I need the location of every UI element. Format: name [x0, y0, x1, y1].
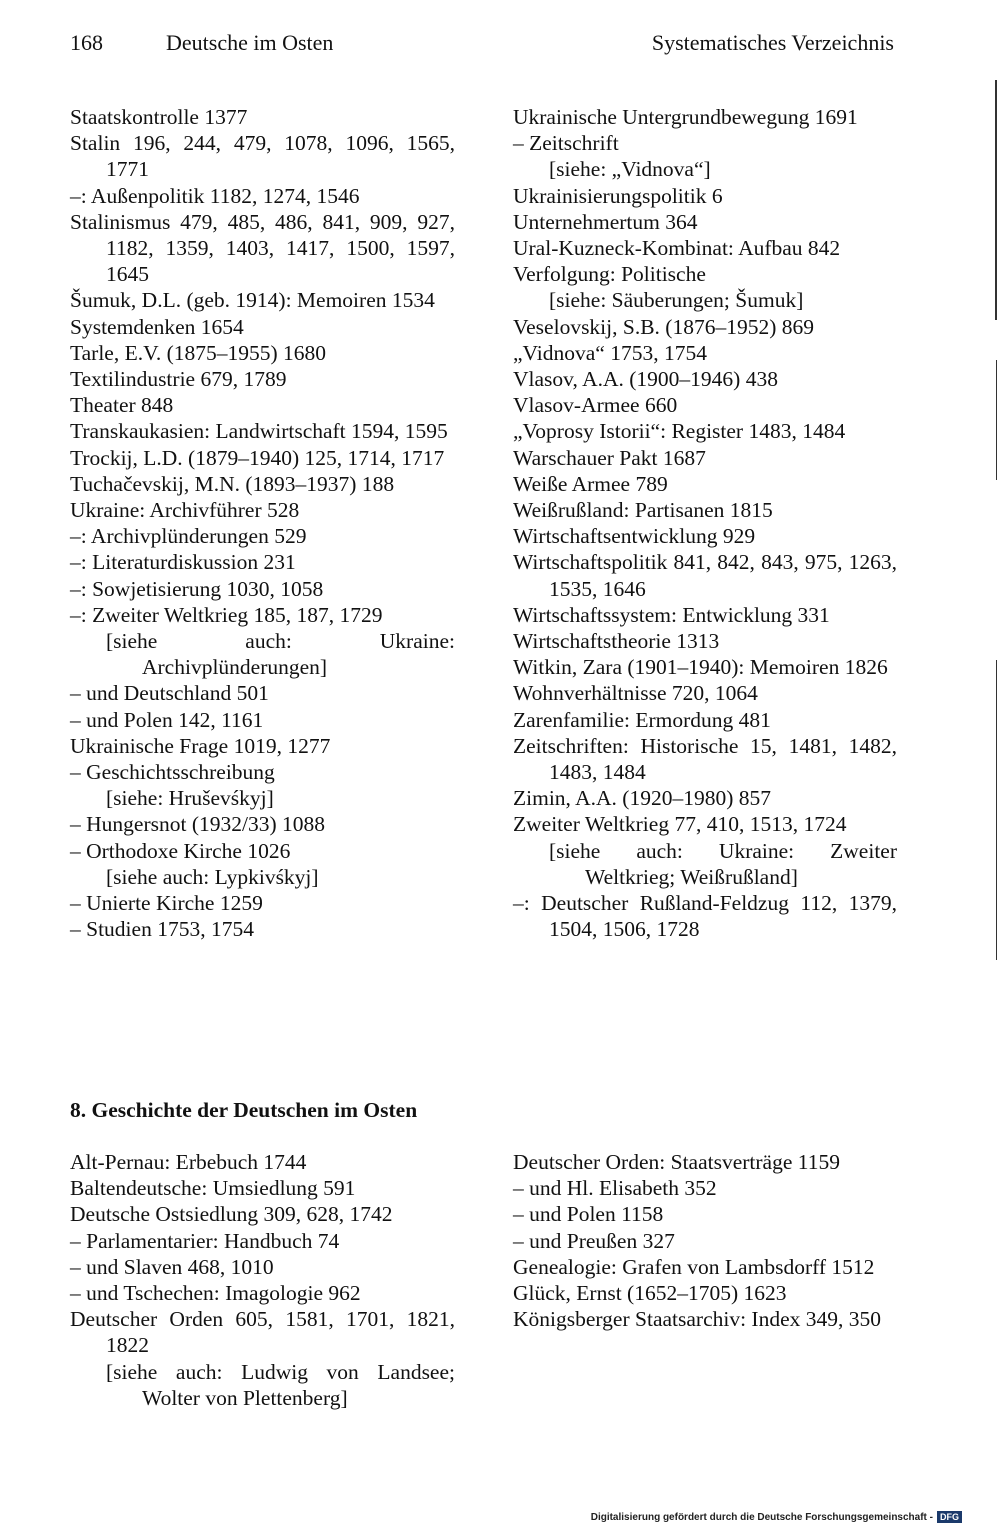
index-entry: Trockij, L.D. (1879–1940) 125, 1714, 1717 [70, 445, 445, 470]
footer-text: Digitalisierung gefördert durch die Deutsche Forschungsgemeinschaft - [590, 1511, 933, 1523]
index-entry: Transkaukasien: Landwirtschaft 1594, 1595 [70, 419, 448, 444]
index-entry: Wohnverhältnisse 720, 1064 [513, 681, 758, 706]
index-entry: Vlasov-Armee 660 [513, 393, 678, 418]
index-entry: Baltendeutsche: Umsiedlung 591 [70, 1176, 356, 1201]
index-entry: Ukrainische Frage 1019, 1277 [70, 733, 331, 758]
index-entry: Wirtschaftsentwicklung 929 [513, 524, 756, 549]
index-entry: Ukrainische Untergrundbewegung 1691 [513, 105, 858, 129]
scan-edge-mark [996, 660, 997, 960]
index-entry: Zweiter Weltkrieg 77, 410, 1513, 1724 [513, 812, 847, 837]
index-entry: Witkin, Zara (1901–1940): Memoiren 1826 [513, 655, 888, 680]
index-cross-reference: [siehe: „Vidnova“] [549, 157, 711, 182]
index-entry: Weiße Armee 789 [513, 471, 668, 496]
index-column-right [513, 104, 897, 943]
index-entry: – und Deutschland 501 [70, 681, 269, 706]
index-entry: – und Slaven 468, 1010 [70, 1254, 274, 1279]
index-entry: Ural-Kuzneck-Kombinat: Aufbau 842 [513, 236, 841, 261]
index-column-left [70, 104, 455, 943]
index-entry: Deutscher Orden 605, 1581, 1701, 1821, 1822 [70, 1307, 455, 1358]
index-entry: Wirtschaftstheorie 1313 [513, 629, 720, 654]
index-cross-reference: [siehe auch: Ludwig von Landsee; Wolter von Plettenberg] [106, 1359, 455, 1410]
index-entry: Ukraine: Archivführer 528 [70, 498, 300, 523]
index-entry: Theater 848 [70, 393, 174, 418]
index-entry: Tarle, E.V. (1875–1955) 1680 [70, 340, 327, 365]
index-entry: – Orthodoxe Kirche 1026 [70, 838, 291, 863]
index-entry: – Zeitschrift [513, 131, 619, 156]
section-heading: 8. Geschichte der Deutschen im Osten [70, 1098, 418, 1122]
scan-edge-mark [996, 360, 997, 480]
index-cross-reference: [siehe: Säuberungen; Šumuk] [549, 288, 804, 313]
index-entry: Tuchačevskij, M.N. (1893–1937) 188 [70, 471, 395, 496]
index-cross-reference: [siehe: Hruševśkyj] [106, 786, 274, 811]
index-entry: Textilindustrie 679, 1789 [70, 367, 287, 392]
index-entry: Stalin 196, 244, 479, 1078, 1096, 1565, 1771 [70, 131, 455, 182]
running-title: Deutsche im Osten [166, 30, 334, 55]
index-entry: Weißrußland: Partisanen 1815 [513, 498, 773, 523]
index-entry: – Hungersnot (1932/33) 1088 [70, 812, 325, 837]
index-entry: –: Deutscher Rußland-Feldzug 112, 1379, 1504, 1506, 1728 [513, 891, 897, 942]
index-entry: Zarenfamilie: Ermordung 481 [513, 707, 771, 732]
index-entry: – Parlamentarier: Handbuch 74 [70, 1228, 340, 1253]
dfg-logo: DFG [937, 1511, 962, 1523]
index-entry: – und Preußen 327 [513, 1228, 675, 1253]
index-entry: Glück, Ernst (1652–1705) 1623 [513, 1281, 787, 1306]
index-entry: Zeitschriften: Historische 15, 1481, 1482, 1483, 1484 [513, 733, 897, 785]
index-entry: Deutscher Orden: Staatsverträge 1159 [513, 1150, 840, 1174]
index-entry: Ukrainisierungspolitik 6 [513, 183, 723, 208]
index-entry: Deutsche Ostsiedlung 309, 628, 1742 [70, 1202, 393, 1227]
index-entry: Königsberger Staatsarchiv: Index 349, 350 [513, 1307, 882, 1332]
index-entry: – Unierte Kirche 1259 [70, 891, 263, 916]
index-entry: Genealogie: Grafen von Lambsdorff 1512 [513, 1254, 875, 1279]
index-entry: – und Tschechen: Imagologie 962 [70, 1281, 361, 1306]
index-entry: Verfolgung: Politische [513, 262, 706, 287]
index-entry: –: Außenpolitik 1182, 1274, 1546 [70, 183, 360, 208]
section8-column-right [513, 1149, 897, 1332]
page-number: 168 [70, 30, 103, 55]
index-entry: Systemdenken 1654 [70, 314, 244, 339]
index-entry: –: Archivplünderungen 529 [70, 524, 307, 549]
index-entry: Wirtschaftssystem: Entwicklung 331 [513, 602, 830, 627]
index-entry: –: Sowjetisierung 1030, 1058 [70, 576, 324, 601]
index-entry: Wirtschaftspolitik 841, 842, 843, 975, 1263, 1535, 1646 [513, 550, 897, 601]
index-entry: – und Polen 1158 [513, 1202, 664, 1227]
index-cross-reference: [siehe auch: Lypkivśkyj] [106, 864, 319, 889]
index-entry: Zimin, A.A. (1920–1980) 857 [513, 786, 771, 811]
scan-edge-mark [995, 80, 997, 320]
index-entry: Warschauer Pakt 1687 [513, 445, 706, 470]
section-title: Systematisches Verzeichnis [651, 30, 894, 55]
index-entry: – und Hl. Elisabeth 352 [513, 1176, 717, 1201]
index-entry: –: Literaturdiskussion 231 [70, 550, 296, 575]
index-entry: „Voprosy Istorii“: Register 1483, 1484 [513, 419, 846, 444]
index-cross-reference: [siehe auch: Ukraine: Zweiter Weltkrieg; Weißrußland] [549, 838, 897, 889]
index-entry: Veselovskij, S.B. (1876–1952) 869 [513, 314, 814, 339]
index-entry: – Geschichtsschreibung [70, 760, 275, 785]
index-entry: Alt-Pernau: Erbebuch 1744 [70, 1150, 307, 1174]
index-entry: Unternehmertum 364 [513, 209, 698, 234]
index-entry: –: Zweiter Weltkrieg 185, 187, 1729 [70, 602, 383, 627]
page-header [70, 28, 894, 58]
index-entry: Staatskontrolle 1377 [70, 105, 248, 129]
index-entry: Šumuk, D.L. (geb. 1914): Memoiren 1534 [70, 288, 435, 313]
digitization-footer [591, 1511, 962, 1523]
section8-column-left [70, 1149, 455, 1411]
index-entry: – Studien 1753, 1754 [70, 917, 254, 942]
index-entry: – und Polen 142, 1161 [70, 707, 264, 732]
index-cross-reference: [siehe auch: Ukraine: Archivplünderungen] [106, 629, 455, 680]
index-entry: „Vidnova“ 1753, 1754 [513, 340, 707, 365]
index-entry: Vlasov, A.A. (1900–1946) 438 [513, 367, 778, 392]
index-entry: Stalinismus 479, 485, 486, 841, 909, 927, 1182, 1359, 1403, 1417, 1500, 1597, 1645 [70, 209, 455, 287]
